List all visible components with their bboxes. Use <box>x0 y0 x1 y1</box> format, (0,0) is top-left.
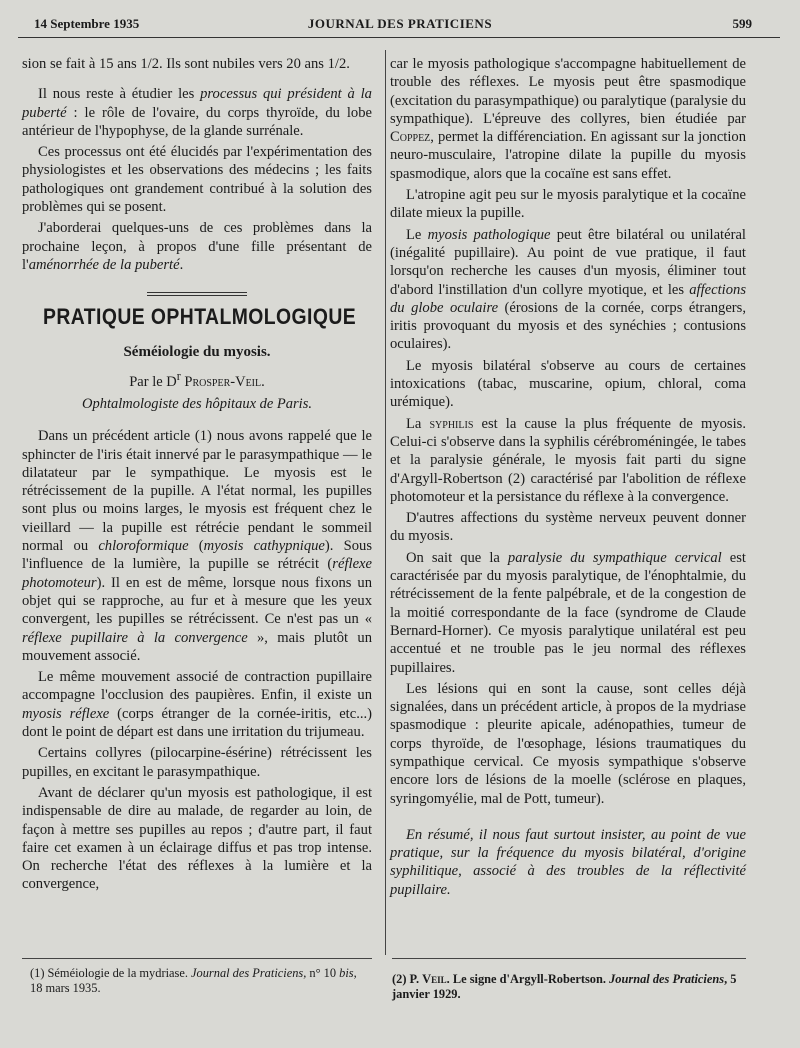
header-journal-title: JOURNAL DES PRATICIENS <box>307 16 493 31</box>
page-number: 599 <box>732 16 752 31</box>
paragraph: D'autres affections du système nerveux peuvent donner du myosis. <box>390 510 746 545</box>
paragraph: J'aborderai quelques-uns de ces problèmes dans la prochaine leçon, à propos d'une fille présentant de l'aménorrhée de la puberté. <box>22 220 372 273</box>
section-title: PRATIQUE OPHTALMOLOGIQUE <box>43 304 357 330</box>
paragraph: car le myosis pathologique s'accompagne habituellement de trouble des réflexes. Le myosis peut être spasmodique (excitation du parasympathique) ou paralytique (paralysie du sympathique). L'épreuve des collyres, bien étudiée par Coppez, permet la différenciation. En agissant sur la jonction neuro-musculaire, l'atropine dilate la pupille du myosis spasmodique, alors que la cocaïne est sans effet. <box>390 56 746 182</box>
paragraph: La syphilis est la cause la plus fréquente de myosis. Celui-ci s'observe dans la syphilis cérébroméningée, le tabes et la paralysie générale, le myosis fait parti du signe d'Argyll-Robertson (2) caractérisé par l'abolition de réflexe photomoteur et la persistance du réflexe à la convergence. <box>390 415 746 505</box>
article-byline: Par le $D^r$ Prosper-Veil. <box>129 368 265 390</box>
left-column <box>22 55 372 897</box>
paragraph: Dans un précédent article (1) nous avons rappelé que le sphincter de l'iris était innervé par le parasympathique — le dilatateur par le sympathique. Le myosis est le rétrécissement de la pupille. A l'état normal, les pupilles sont plus ou moins larges, le myosis est fréquent chez le vieillard — la pupille est rétrécie pendant le sommeil normal ou chloroformique (myosis cathypnique). Sous l'influence de la lumière, la pupille se rétrécit (réflexe photomoteur). Il en est de même, lorsque nous fixons un objet qui se rapproche, au fur et à mesure que les yeux convergent, les pupilles se rétrécissent. Ce n'est pas un « réflexe pupillaire à la convergence », mais plutôt un mouvement associé. <box>22 428 372 664</box>
author-affiliation: Ophtalmologiste des hôpitaux de Paris. <box>82 395 312 412</box>
running-header <box>0 12 800 36</box>
article-title: Séméiologie du myosis. <box>123 343 271 360</box>
paragraph: Il nous reste à étudier les processus qui président à la puberté : le rôle de l'ovaire, du corps thyroïde, du lobe antérieur de l'hypophyse, de la glande surrénale. <box>22 86 372 139</box>
footnote-rule-right <box>392 958 746 959</box>
footnote-2: (2) P. Veil. Le signe d'Argyll-Robertson. Journal des Praticiens, 5 janvier 1929. <box>392 972 737 1001</box>
paragraph: sion se fait à 15 ans 1/2. Ils sont nubiles vers 20 ans 1/2. <box>22 56 350 72</box>
header-date: 14 Septembre 1935 <box>34 16 140 31</box>
paragraph: Certains collyres (pilocarpine-ésérine) rétrécissent les pupilles, en excitant le parasympathique. <box>22 745 372 780</box>
paragraph: Avant de déclarer qu'un myosis est pathologique, il est indispensable de dire au malade, de regarder au loin, de façon à mettre ses pupilles au repos ; d'autre part, il faut faire cet examen à un éclairage diffus et pas trop intense. On recherche l'état des réflexes à la lumière et la convergence, <box>22 784 372 893</box>
paragraph: Ces processus ont été élucidés par l'expérimentation des physiologistes et les observations des médecins ; les faits pathologiques ont grandement contribué à la solution des problèmes qui se posent. <box>22 144 372 216</box>
paragraph: Le myosis pathologique peut être bilatéral ou unilatéral (inégalité pupillaire). Au point de vue pratique, il faut lorsqu'on recherche les causes d'un myosis, éliminer tout d'abord l'instillation d'un collyre myotique, et les affections du globe oculaire (érosions de la cornée, corps étrangers, iritis provoquant du myosis et des synéchies ; contusions oculaires). <box>390 226 746 353</box>
summary-paragraph: En résumé, il nous faut surtout insister, au point de vue pratique, sur la fréquence du myosis bilatéral, d'origine syphilitique, associé à des troubles de la réflectivité pupillaire. <box>390 826 746 898</box>
paragraph: Les lésions qui en sont la cause, sont celles déjà signalées, dans un précédent article, à propos de la mydriase spasmodique : pleurite apicale, adénopathies, tumeur de corps thyroïde, de l'œsophage, lésions traumatiques du sympathique cervical. Ce myosis sympathique s'observe encore lors de lésions de la moelle (sclérose en plaques, syringomyélie, mal de Pott, tumeur). <box>390 680 746 807</box>
footnote-1: (1) Séméiologie de la mydriase. Journal des Praticiens, n° 10 bis, 18 mars 1935. <box>30 966 357 995</box>
section-divider <box>147 292 247 296</box>
header-rule <box>18 37 780 38</box>
paragraph: On sait que la paralysie du sympathique cervical est caractérisée par du myosis paralytique, de l'énophtalmie, du rétrécissement de la fente palpébrale, et de la congestion de la moitié correspondante de la face (syndrome de Claude Bernard-Horner). Ce myosis paralytique unilatéral est peu accentué et ne trouble pas le jeu normal des réflexes pupillaires. <box>390 549 746 676</box>
right-column <box>390 55 746 902</box>
paragraph: Le myosis bilatéral s'observe au cours de certaines intoxications (tabac, muscarine, opium, chloral, coma urémique). <box>390 357 746 411</box>
paragraph: Le même mouvement associé de contraction pupillaire accompagne l'occlusion des paupières. Enfin, il existe un myosis réflexe (corps étranger de la cornée-iritis, etc...) dont le point de départ est dans une irritation du trijumeau. <box>22 669 373 741</box>
column-divider <box>385 50 386 955</box>
paragraph: L'atropine agit peu sur le myosis paralytique et la cocaïne dilate mieux la pupille. <box>390 187 746 222</box>
footnote-rule-left <box>22 958 372 959</box>
